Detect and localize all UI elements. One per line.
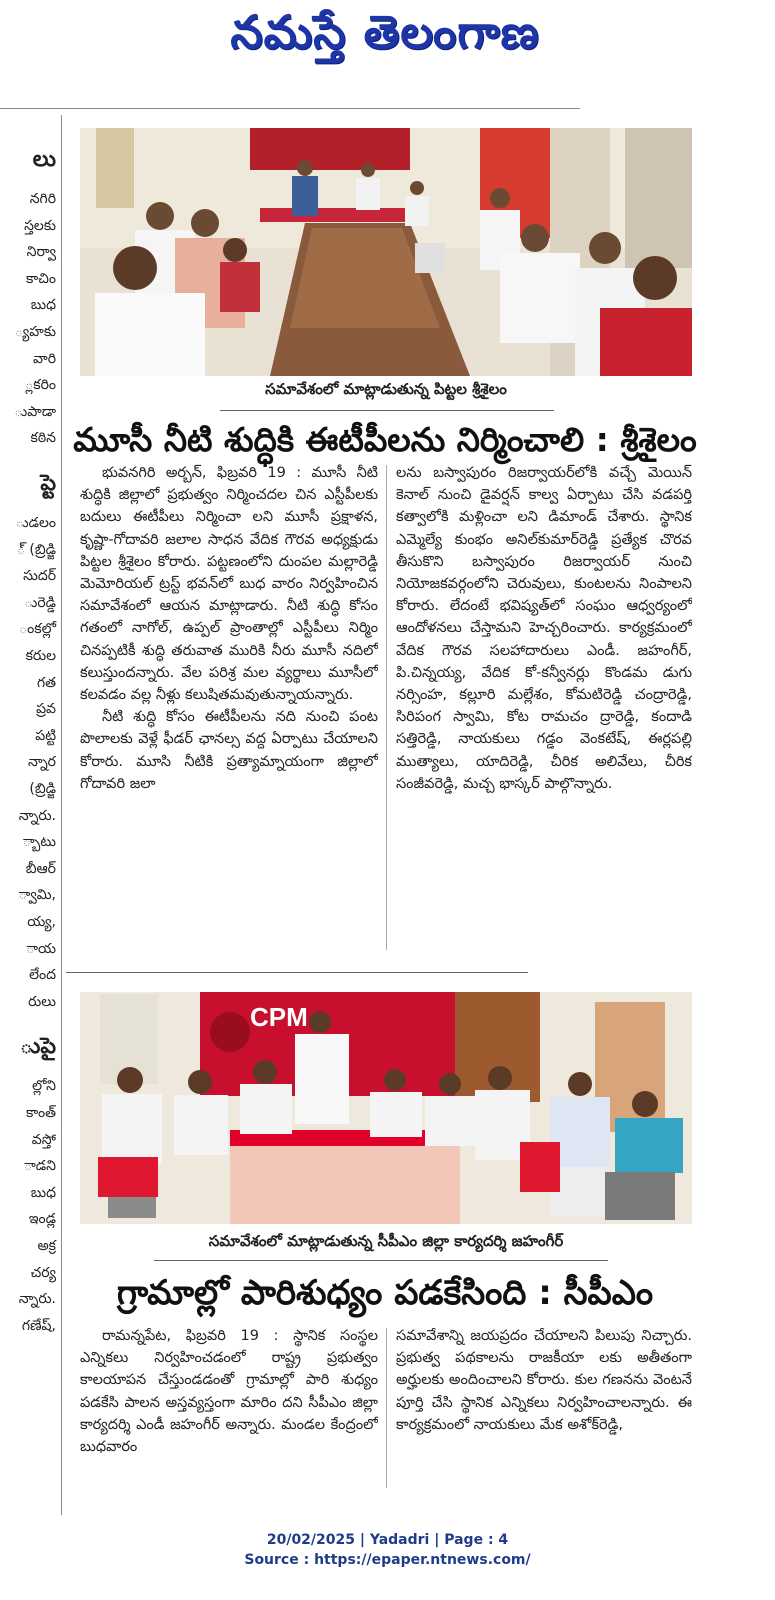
clipped-text-line: న్నారు. bbox=[18, 807, 56, 824]
clipped-text-line: న్నార bbox=[28, 754, 56, 771]
clipped-text-line: చర్య bbox=[30, 1264, 56, 1281]
photo-caption-1: సమావేశంలో మాట్లాడుతున్న పిట్టల శ్రీశైలం bbox=[265, 380, 507, 398]
clipped-left-column bbox=[0, 115, 58, 1515]
footer-date-edition: 20/02/2025 | Yadadri | Page : 4 bbox=[266, 1532, 509, 1548]
clipped-text-line: నిర్వా bbox=[26, 244, 56, 261]
article1-paragraph: భువనగిరి అర్బన్, ఫిబ్రవరి 19 : మూసీ నీటి శుద్ధికి జిల్లాలో ప్రభుత్వం నిర్మించదల చిన ఎస్టీపీలకు బదులు ఈటీపీలు నిర్మించా లని మూసీ ప్రక్షాళన, కృష్ణా-గోదావరి జలాల సాధన వేదిక గౌరవ అధ్యక్షుడు పిట్టల శ్రీశైలం కోరారు. పట్టణంలోని దుంపల మల్లారెడ్డి మెమోరియల్ ట్రస్ట్ భవన్‌లో బుధ వారం నిర్వహించిన సమావేశంలో ఆయన మాట్లాడారు. నీటి శుద్ధి కోసం గతంలో నాగోల్, ఉప్పల్ ప్రాంతాల్లో ఎస్టీపీలు నిర్మిం చినప్పటికీ శుద్ధి తరువాత మురికి నీరు మూసీ నదిలో కలుస్తుందన్నారు. వేల పరిశ్ర మల వ్యర్థాలు మూసీలో కలవడం వల్ల నీళ్లు కలుషితమవుతున్నాయన్నారు. bbox=[80, 465, 378, 704]
clipped-text-line: (బ్రిడ్జి bbox=[29, 781, 56, 797]
clipped-text-line: ఇండ్ల bbox=[28, 1211, 56, 1228]
meeting-photo-1 bbox=[80, 128, 692, 376]
clipped-text-line: య్య, bbox=[27, 914, 56, 930]
article1-column-rule bbox=[386, 465, 387, 950]
masthead-rule bbox=[0, 108, 580, 109]
clipped-text-line: ్లకరిం bbox=[25, 377, 56, 394]
article1-paragraph: నీటి శుద్ధి కోసం ఈటీపీలను నది నుంచి పంట పొలాలకు వెళ్లే ఫీడర్ ఛానల్స వద్ద ఏర్పాటు చేయాలని కోరారు. మూసి నీటికి ప్రత్యామ్నాయంగా జిల్లాలో గోదావరి జలా bbox=[80, 709, 378, 792]
article1-headline: మూసీ నీటి శుద్ధికి ఈటీపీలను నిర్మించాలి : శ్రీశైలం bbox=[73, 420, 697, 459]
clipped-text-line: ాయ bbox=[26, 940, 56, 957]
caption-rule-2 bbox=[154, 1260, 608, 1261]
masthead-title: నమస్తే తెలంగాణ bbox=[230, 5, 540, 59]
clipped-headline: లు bbox=[32, 147, 56, 172]
clipped-text-line: బుధ bbox=[30, 1184, 56, 1201]
clipped-text-line: బీఆర్ bbox=[25, 860, 56, 877]
clipped-text-line: రులు bbox=[28, 993, 56, 1010]
article1-paragraph: లను బస్వాపురం రిజర్వాయర్‌లోకి వచ్చే మెయిన్ కెనాల్ నుంచి డైవర్షన్ కాల్వ ఏర్పాటు చేసి వడపర్తి కత్వాలోకి మళ్లించా లని డిమాండ్ చేశారు. స్థానిక ఎమ్మెల్యే కుంభం అనిల్‌కుమార్‌రెడ్డి ప్రత్యేక చొరవ తీసుకొని బస్వాపురం రిజర్వాయర్ నుంచి నియోజకవర్గంలోని చెరువులు, కుంటలను నింపాలని కోరారు. లేదంటే భవిష్యత్‌లో సంఘం ఆధ్వర్యంలో ఆందోళనలు చేస్తామని హెచ్చరించారు. కార్యక్రమంలో వేదిక గౌరవ సలహాదారులు ఎండీ. జహంగీర్, పి.చిన్నయ్య, వేదిక కో-కన్వీనర్లు కొండమ డుగు నర్సింహ, కల్లూరి మల్లేశం, కోమటిరెడ్డి చంద్రారెడ్డి, సిరిపంగ స్వామి, కోట రామచం ద్రారెడ్డి, కందాడి సత్తిరెడ్డి, నాయకులు గడ్డం వెంకటేష్, ఈర్లపల్లి ముత్యాలు, యాదిరెడ్డి, చీరిక అలివేలు, చీరిక సంజీవరెడ్డి, మచ్చ భాస్కర్ పాల్గొన్నారు. bbox=[396, 465, 692, 792]
column-divider bbox=[61, 115, 62, 1515]
newspaper-masthead bbox=[150, 2, 620, 74]
article1-column-2 bbox=[396, 462, 692, 952]
clipped-text-line: ుపాడా bbox=[14, 403, 56, 420]
clipped-headline: ుపై bbox=[20, 1034, 56, 1060]
article2-column-rule bbox=[386, 1328, 387, 1488]
clipped-text-line: ప్రవ bbox=[36, 701, 56, 718]
clipped-text-line: గణేష్, bbox=[21, 1317, 56, 1334]
clipped-text-line: ురెడ్డి bbox=[24, 594, 56, 611]
clipped-text-line: కాచిం bbox=[26, 270, 56, 287]
clipped-text-line: నగిరి bbox=[29, 191, 56, 207]
clipped-text-line: గత bbox=[36, 674, 56, 691]
clipped-text-line: కాంత్ bbox=[26, 1105, 56, 1121]
clipped-text-line: కఠిన bbox=[30, 430, 56, 447]
clipped-text-line: సుదర్ bbox=[23, 568, 56, 585]
clipped-text-line: వస్తో bbox=[31, 1131, 56, 1148]
article1-column-1 bbox=[80, 462, 378, 952]
article2-column-1 bbox=[80, 1325, 378, 1490]
clipped-text-line: ాడని bbox=[24, 1158, 56, 1175]
article2-headline: గ్రామాల్లో పారిశుధ్యం పడకేసింది : సీపీఎం bbox=[116, 1273, 654, 1313]
clipped-text-line: ల్లోని bbox=[32, 1078, 56, 1095]
clipped-text-line: బుధ bbox=[30, 297, 56, 314]
clipped-text-line: స్తలకు bbox=[24, 217, 56, 234]
caption-rule-1 bbox=[220, 410, 554, 411]
clipped-text-line: వారి bbox=[33, 350, 56, 367]
clipped-text-line: అక్ర bbox=[37, 1238, 56, 1254]
clipped-text-line: లేంద bbox=[29, 967, 56, 984]
article2-paragraph: రామన్నపేట, ఫిబ్రవరి 19 : స్థానిక సంస్థల ఎన్నికలు నిర్వహించడంలో రాష్ట్ర ప్రభుత్వం కాలయాపన చేస్తుండడంతో గ్రామాల్లో పారి శుధ్యం పడకేసి పాలన అస్తవ్యస్తంగా మారిం దని సీపీఎం జిల్లా కార్యదర్శి ఎండీ జహంగీర్ అన్నారు. మండల కేంద్రంలో బుధవారం bbox=[80, 1328, 378, 1456]
photo-caption-2: సమావేశంలో మాట్లాడుతున్న సీపీఎం జిల్లా కార్యదర్శి జహంగీర్ bbox=[208, 1232, 564, 1250]
clipped-text-line: ్వామి, bbox=[18, 887, 56, 904]
article-separator bbox=[66, 972, 528, 973]
cpm-banner-text: CPM bbox=[250, 1002, 308, 1032]
clipped-text-line: కరుల bbox=[25, 648, 56, 664]
clipped-text-line: ్బాటు bbox=[22, 834, 56, 851]
article2-column-2 bbox=[396, 1325, 692, 1490]
clipped-text-line: ్యహకు bbox=[14, 324, 56, 340]
clipped-text-line: ుడలం bbox=[15, 515, 56, 531]
clipped-text-line: ్ (బ్రిడ్జి bbox=[16, 541, 56, 558]
meeting-photo-2 bbox=[80, 992, 692, 1224]
footer-source-link[interactable]: Source : https://epaper.ntnews.com/ bbox=[244, 1552, 531, 1568]
clipped-headline: ప్టె bbox=[40, 471, 56, 496]
clipped-text-line: న్నారు. bbox=[18, 1291, 56, 1308]
clipped-text-line: ంకల్లో bbox=[19, 621, 56, 638]
article2-paragraph: సమావేశాన్ని జయప్రదం చేయాలని పిలుపు నిచ్చారు. ప్రభుత్వ పథకాలను రాజకీయా లకు అతీతంగా అర్హులకు అందించాలని కోరారు. కుల గణనను వెంటనే పూర్తి చేసి స్థానిక ఎన్నికలు నిర్వహించాలన్నారు. ఈ కార్యక్రమంలో నాయకులు మేక అశోక్‌రెడ్డి, bbox=[396, 1328, 692, 1433]
clipped-text-line: పట్టి bbox=[35, 727, 56, 744]
